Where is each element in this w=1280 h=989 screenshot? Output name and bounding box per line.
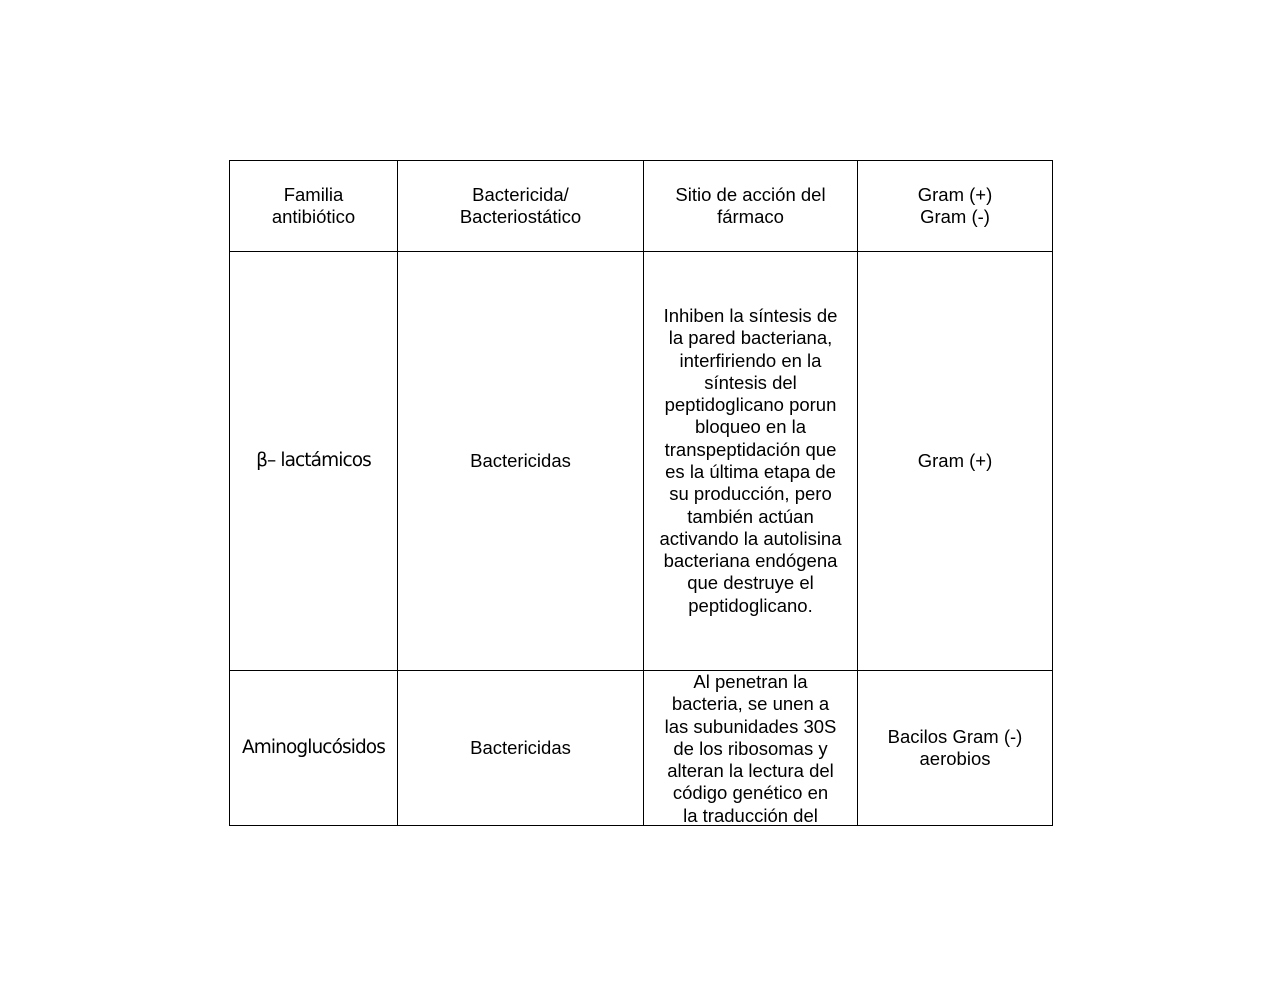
cell-sitio-line: transpeptidación que [664,438,837,460]
header-sitio [644,161,858,252]
header-familia-line-2: antibiótico [271,206,356,227]
cell-sitio-line: es la última etapa de [665,461,836,482]
cell-gram: Gram (+) [858,252,1053,671]
table-row [230,671,1053,826]
cell-familia: β– lactámicos [230,252,398,671]
cell-gram-line-1: Bacilos Gram (-) [887,725,1023,747]
cell-sitio [644,671,858,826]
cell-sitio-line: Inhiben la síntesis de [663,304,838,326]
header-sitio-line-2: fármaco [717,206,784,227]
cell-sitio-line: Al penetran la [693,671,808,692]
cell-gram-line-2: aerobios [919,748,991,769]
cell-sitio-line: la traducción del [683,804,818,825]
cell-tipo: Bactericidas [398,252,644,671]
cell-sitio-line: bacteriana endógena [663,550,838,572]
cell-gram [858,671,1053,826]
header-gram [858,161,1053,252]
cell-sitio-line: activando la autolisina [659,527,842,549]
cell-sitio-line: que destruye el [687,572,814,594]
header-gram-line-2: Gram (-) [920,206,990,227]
cell-sitio-line: peptidoglicano porun [664,394,837,416]
header-tipo [398,161,644,252]
header-familia [230,161,398,252]
header-familia-line-1: Familia [283,183,344,205]
cell-sitio-clip [650,671,851,825]
cell-sitio-line: las subunidades 30S [664,715,837,737]
table-header-row [230,161,1053,252]
cell-sitio-line: síntesis del [704,371,797,393]
cell-sitio-line: su producción, pero [669,483,832,505]
cell-sitio-line: interfiriendo en la [679,349,822,371]
header-tipo-line-1: Bactericida/ [472,183,569,205]
cell-sitio-line: peptidoglicano. [688,594,813,616]
cell-sitio-line: bacteria, se unen a [671,693,830,715]
cell-sitio-line: código genético en [672,782,829,804]
header-gram-line-1: Gram (+) [917,183,993,205]
cell-sitio-line: la pared bacteriana, [668,327,833,349]
antibiotics-table [229,160,1053,826]
cell-familia: Aminoglucósidos [230,671,398,826]
header-sitio-line-1: Sitio de acción del [675,183,826,205]
cell-sitio-line: de los ribosomas y [673,737,828,759]
table-row [230,252,1053,671]
cell-sitio-line: bloqueo en la [694,416,807,438]
header-tipo-line-2: Bacteriostático [459,206,582,227]
cell-sitio-line: alteran la lectura del [667,760,834,782]
cell-sitio [644,252,858,671]
cell-sitio-line: también actúan [687,505,814,527]
cell-tipo: Bactericidas [398,671,644,826]
